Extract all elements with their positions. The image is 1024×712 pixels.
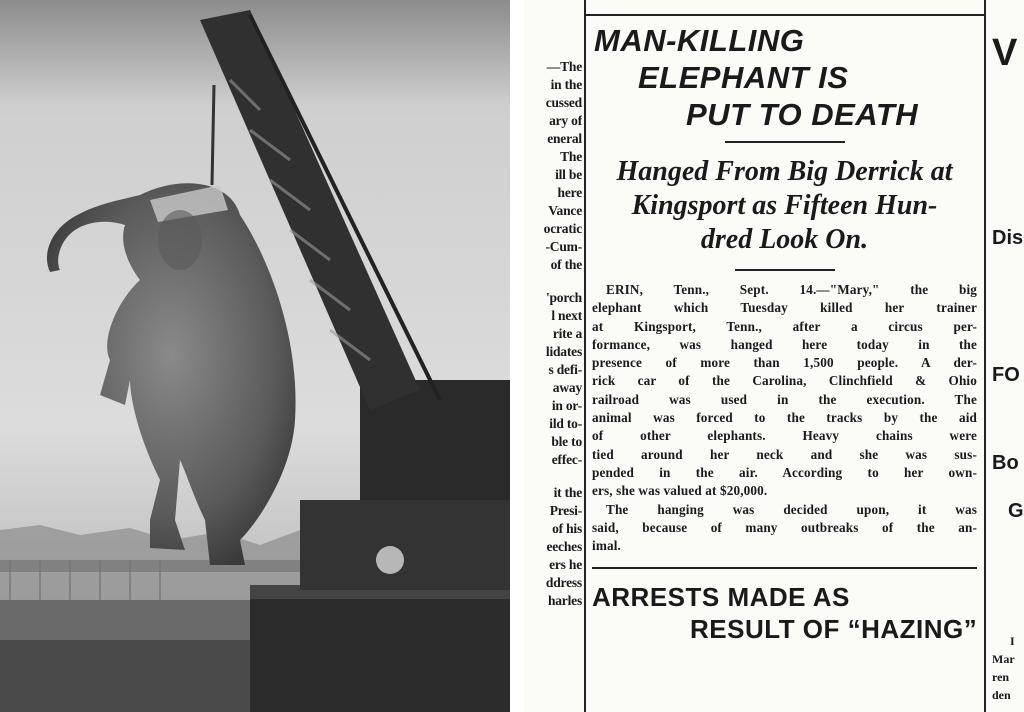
column-fragment: harles bbox=[547, 593, 582, 608]
headline-line: ELEPHANT IS bbox=[638, 60, 849, 95]
column-fragment: -Cum- bbox=[545, 239, 582, 254]
body-line: presence of more than 1,500 people. A der- bbox=[592, 355, 977, 371]
column-fragment: V bbox=[992, 32, 1018, 74]
column-fragment: —The bbox=[546, 59, 582, 74]
second-headline-line: ARRESTS MADE AS bbox=[592, 582, 850, 613]
second-headline-line: RESULT OF “HAZING” bbox=[690, 614, 978, 645]
body-line: of other elephants. Heavy chains were bbox=[592, 428, 977, 444]
body-line: formance, was hanged here today in the bbox=[592, 336, 977, 352]
headline-line: MAN-KILLING bbox=[594, 23, 805, 58]
subheadline-line: dred Look On. bbox=[700, 224, 869, 255]
body-line: ERIN, Tenn., Sept. 14.—"Mary," the big bbox=[606, 282, 977, 297]
subheadline-line: Hanged From Big Derrick at bbox=[616, 156, 953, 187]
column-fragment: of the bbox=[550, 257, 582, 272]
column-fragment: Dis bbox=[992, 227, 1024, 249]
article bbox=[592, 22, 977, 645]
column-fragment: eeches bbox=[546, 539, 582, 554]
elephant-photo bbox=[0, 0, 510, 712]
column-fragment: eneral bbox=[547, 131, 582, 146]
column-fragment: G bbox=[1008, 500, 1024, 522]
column-fragment: Bo bbox=[992, 452, 1019, 474]
column-fragment: s defi- bbox=[548, 362, 582, 377]
column-fragment: Vance bbox=[548, 203, 582, 218]
column-fragment: ill be bbox=[555, 167, 582, 182]
section-rule bbox=[592, 567, 977, 569]
column-fragment: Presi- bbox=[549, 503, 582, 518]
body-line: ers, she was valued at $20,000. bbox=[592, 483, 768, 499]
column-rule-right bbox=[984, 0, 986, 712]
headline-rule bbox=[725, 141, 845, 143]
body-line: at Kingsport, Tenn., after a circus per- bbox=[592, 318, 977, 334]
column-fragment: ild to- bbox=[549, 416, 582, 431]
column-rule-left bbox=[584, 0, 586, 712]
column-fragment: l next bbox=[551, 308, 582, 323]
body-line: pended in the air. According to her own- bbox=[592, 464, 977, 480]
column-fragment: of his bbox=[552, 521, 582, 536]
body-line: tied around her neck and she was sus- bbox=[592, 446, 977, 462]
body-line: rick car of the Carolina, Clinchfield & Ohio bbox=[592, 373, 977, 389]
column-fragment: ddress bbox=[545, 575, 582, 590]
newspaper-clipping bbox=[524, 0, 1024, 712]
panel-gap bbox=[510, 0, 524, 712]
body-line: railroad was used in the execution. The bbox=[592, 391, 977, 407]
body-line: The hanging was decided upon, it was bbox=[606, 501, 977, 517]
column-fragment: ren bbox=[992, 670, 1010, 684]
column-fragment: ary of bbox=[549, 113, 582, 128]
column-fragment: rite a bbox=[552, 326, 582, 341]
column-fragment: away bbox=[552, 380, 582, 395]
column-fragment: lidates bbox=[545, 344, 582, 359]
column-fragment: The bbox=[560, 149, 582, 164]
body-line: elephant which Tuesday killed her trainer bbox=[592, 300, 977, 316]
column-fragment: cussed bbox=[545, 95, 582, 110]
column-fragment: in the bbox=[550, 77, 582, 92]
left-column-fragments bbox=[524, 58, 582, 610]
column-fragment: den bbox=[992, 688, 1011, 702]
top-rule bbox=[584, 14, 984, 16]
column-fragment: here bbox=[557, 185, 582, 200]
column-fragment: in or- bbox=[551, 398, 582, 413]
column-fragment: it the bbox=[553, 485, 582, 500]
column-fragment: ocratic bbox=[543, 221, 582, 236]
body-line: animal was forced to the tracks by the aid bbox=[592, 410, 977, 426]
column-fragment: ble to bbox=[551, 434, 582, 449]
body-line: said, because of many outbreaks of the an- bbox=[592, 519, 977, 535]
body-line: imal. bbox=[592, 538, 621, 554]
article-body bbox=[592, 281, 977, 555]
column-fragment: ers he bbox=[549, 557, 582, 572]
column-fragment: 'porch bbox=[545, 290, 582, 305]
subheadline-rule bbox=[735, 269, 835, 271]
column-fragment: Mar bbox=[992, 652, 1015, 666]
headline-line: PUT TO DEATH bbox=[686, 97, 919, 132]
column-fragment: effec- bbox=[551, 452, 582, 467]
hanged-elephant-crane-photo-icon bbox=[0, 0, 510, 712]
column-fragment: FO bbox=[992, 364, 1020, 386]
subheadline-line: Kingsport as Fifteen Hun- bbox=[631, 190, 938, 221]
column-fragment: I bbox=[1010, 634, 1015, 648]
